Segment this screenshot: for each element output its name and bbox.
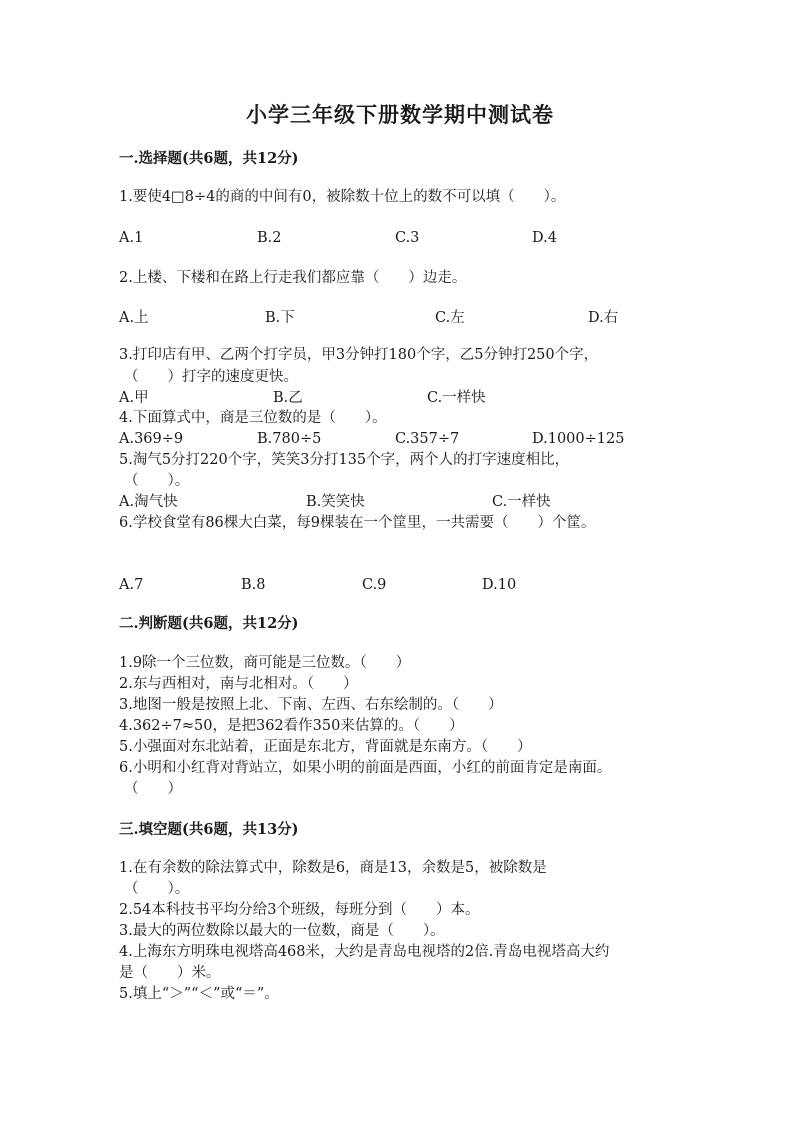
option-c: C.357÷7 — [395, 431, 460, 447]
fill-item: 2.54本科技书平均分给3个班级，每班分到（ ）本。 — [119, 902, 480, 918]
option-c: C.左 — [435, 310, 465, 326]
judgement-item-cont: （ ） — [124, 781, 182, 797]
option-b: B.下 — [265, 310, 295, 326]
option-c: C.一样快 — [427, 390, 486, 406]
option-b: B.笑笑快 — [306, 494, 365, 510]
option-d: D.4 — [532, 230, 557, 246]
option-c: C.3 — [395, 230, 420, 246]
fill-item: 5.填上“＞”“＜”或“＝”。 — [119, 986, 279, 1002]
question-4: 4.下面算式中，商是三位数的是（ ）。 — [119, 410, 387, 426]
option-a: A.1 — [119, 230, 144, 246]
question-3-cont: （ ）打字的速度更快。 — [124, 369, 298, 385]
question-5-cont: （ ）。 — [124, 473, 190, 489]
judgement-item: 5.小强面对东北站着，正面是东北方，背面就是东南方。（ ） — [119, 739, 532, 755]
option-a: A.上 — [119, 310, 149, 326]
question-1: 1.要使4□8÷4的商的中间有0，被除数十位上的数不可以填（ ）。 — [119, 189, 566, 205]
option-d: D.右 — [588, 310, 619, 326]
section-heading-fill: 三.填空题(共6题，共13分) — [119, 821, 299, 838]
option-a: A.淘气快 — [119, 494, 178, 510]
question-2: 2.上楼、下楼和在路上行走我们都应靠（ ）边走。 — [119, 270, 467, 286]
option-b: B.2 — [257, 230, 282, 246]
section-heading-choice: 一.选择题(共6题，共12分) — [119, 150, 299, 167]
judgement-item: 1.9除一个三位数，商可能是三位数。（ ） — [119, 655, 411, 671]
fill-item: 4.上海东方明珠电视塔高468米，大约是青岛电视塔的2倍.青岛电视塔高大约 — [119, 944, 610, 960]
fill-item-cont: （ ）。 — [124, 881, 190, 897]
option-a: A.369÷9 — [119, 431, 184, 447]
judgement-item: 2.东与西相对，南与北相对。（ ） — [119, 676, 358, 692]
option-b: B.8 — [241, 577, 266, 593]
option-b: B.780÷5 — [257, 431, 322, 447]
option-d: D.1000÷125 — [532, 431, 625, 447]
section-heading-judgement: 二.判断题(共6题，共12分) — [119, 615, 299, 632]
question-5: 5.淘气5分打220个字，笑笑3分打135个字，两个人的打字速度相比， — [119, 452, 570, 468]
option-a: A.7 — [119, 577, 144, 593]
option-d: D.10 — [482, 577, 517, 593]
option-b: B.乙 — [273, 390, 303, 406]
judgement-item: 3.地图一般是按照上北、下南、左西、右东绘制的。（ ） — [119, 697, 503, 713]
judgement-item: 6.小明和小红背对背站立，如果小明的前面是西面，小红的前面肯定是南面。 — [119, 760, 612, 776]
page-title: 小学三年级下册数学期中测试卷 — [246, 102, 554, 127]
question-3: 3.打印店有甲、乙两个打字员，甲3分钟打180个字，乙5分钟打250个字， — [119, 347, 599, 363]
option-a: A.甲 — [119, 390, 149, 406]
option-c: C.9 — [362, 577, 387, 593]
question-6: 6.学校食堂有86棵大白菜，每9棵装在一个筐里，一共需要（ ）个筐。 — [119, 515, 596, 531]
fill-item: 3.最大的两位数除以最大的一位数，商是（ ）。 — [119, 923, 445, 939]
fill-item: 1.在有余数的除法算式中，除数是6，商是13，余数是5，被除数是 — [119, 860, 547, 876]
fill-item-cont: 是（ ）米。 — [119, 965, 221, 981]
option-c: C.一样快 — [492, 494, 551, 510]
judgement-item: 4.362÷7≈50，是把362看作350来估算的。（ ） — [119, 718, 464, 734]
